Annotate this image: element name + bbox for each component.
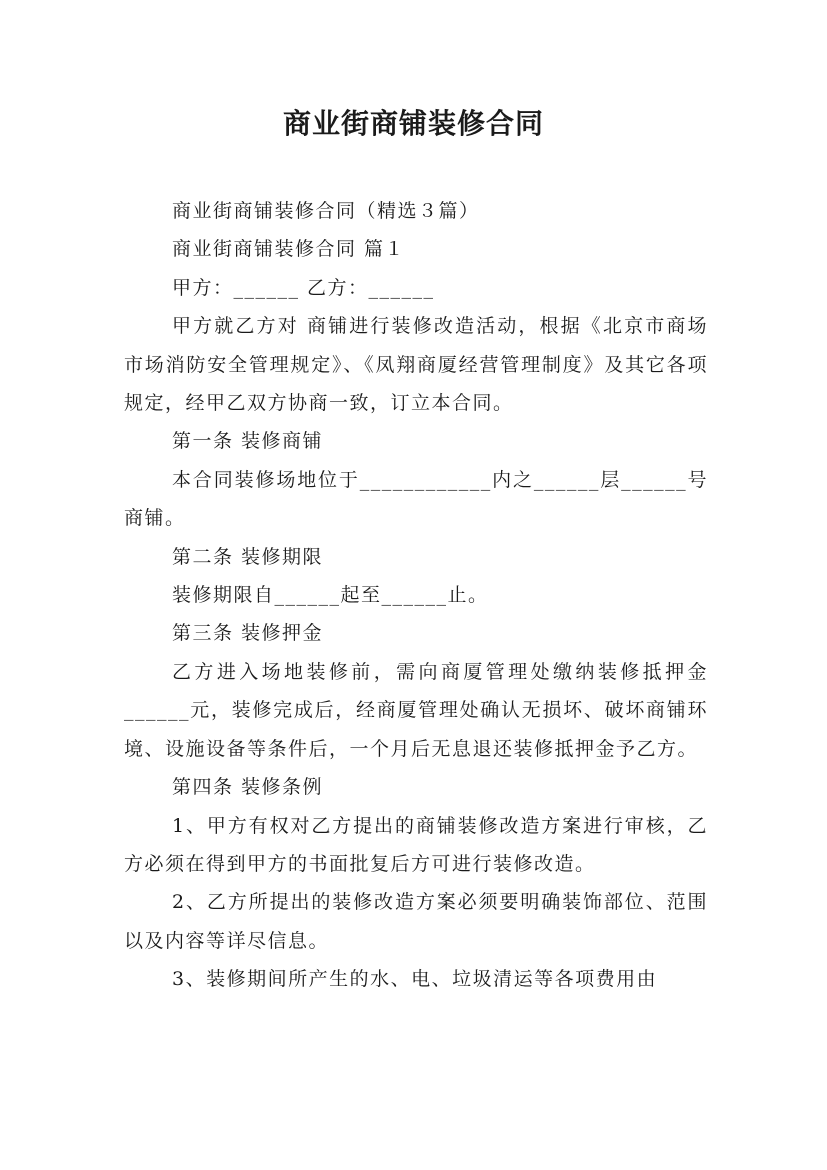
paragraph-subtitle: 商业街商铺装修合同（精选３篇）	[172, 200, 480, 222]
article-3-heading: 第三条 装修押金	[172, 622, 324, 645]
article-2-text: 装修期限自______起至______止。	[172, 584, 489, 607]
document-title: 商业街商铺装修合同	[282, 107, 544, 140]
article-1-text: 本合同装修场地位于____________内之______层______号商铺。	[124, 468, 708, 530]
article-4-heading: 第四条 装修条例	[172, 776, 324, 799]
article-4-item-2: 2、乙方所提出的装修改造方案必须要明确装饰部位、范围以及内容等详尽信息。	[124, 891, 708, 952]
document-body	[124, 192, 708, 999]
paragraph-parties: 甲方：______ 乙方：______	[172, 276, 435, 299]
article-4-item-3: 3、装修期间所产生的水、电、垃圾清运等各项费用由	[172, 968, 658, 991]
paragraph-preamble: 甲方就乙方对 商铺进行装修改造活动，根据《北京市商场市场消防安全管理规定》、《凤翔商厦经营管理制度》及其它各项规定，经甲乙双方协商一致，订立本合同。	[124, 315, 708, 415]
article-2-heading: 第二条 装修期限	[172, 545, 324, 568]
paragraph-chapter-heading: 商业街商铺装修合同 篇１	[172, 238, 406, 261]
article-4-item-1: 1、甲方有权对乙方提出的商铺装修改造方案进行审核，乙方必须在得到甲方的书面批复后方可进行装修改造。	[124, 814, 708, 875]
article-1-heading: 第一条 装修商铺	[172, 430, 324, 453]
article-3-text: 乙方进入场地装修前，需向商厦管理处缴纳装修抵押金______元，装修完成后，经商厦管理处确认无损坏、破坏商铺环境、设施设备等条件后，一个月后无息退还装修抵押金予乙方。	[124, 660, 708, 760]
